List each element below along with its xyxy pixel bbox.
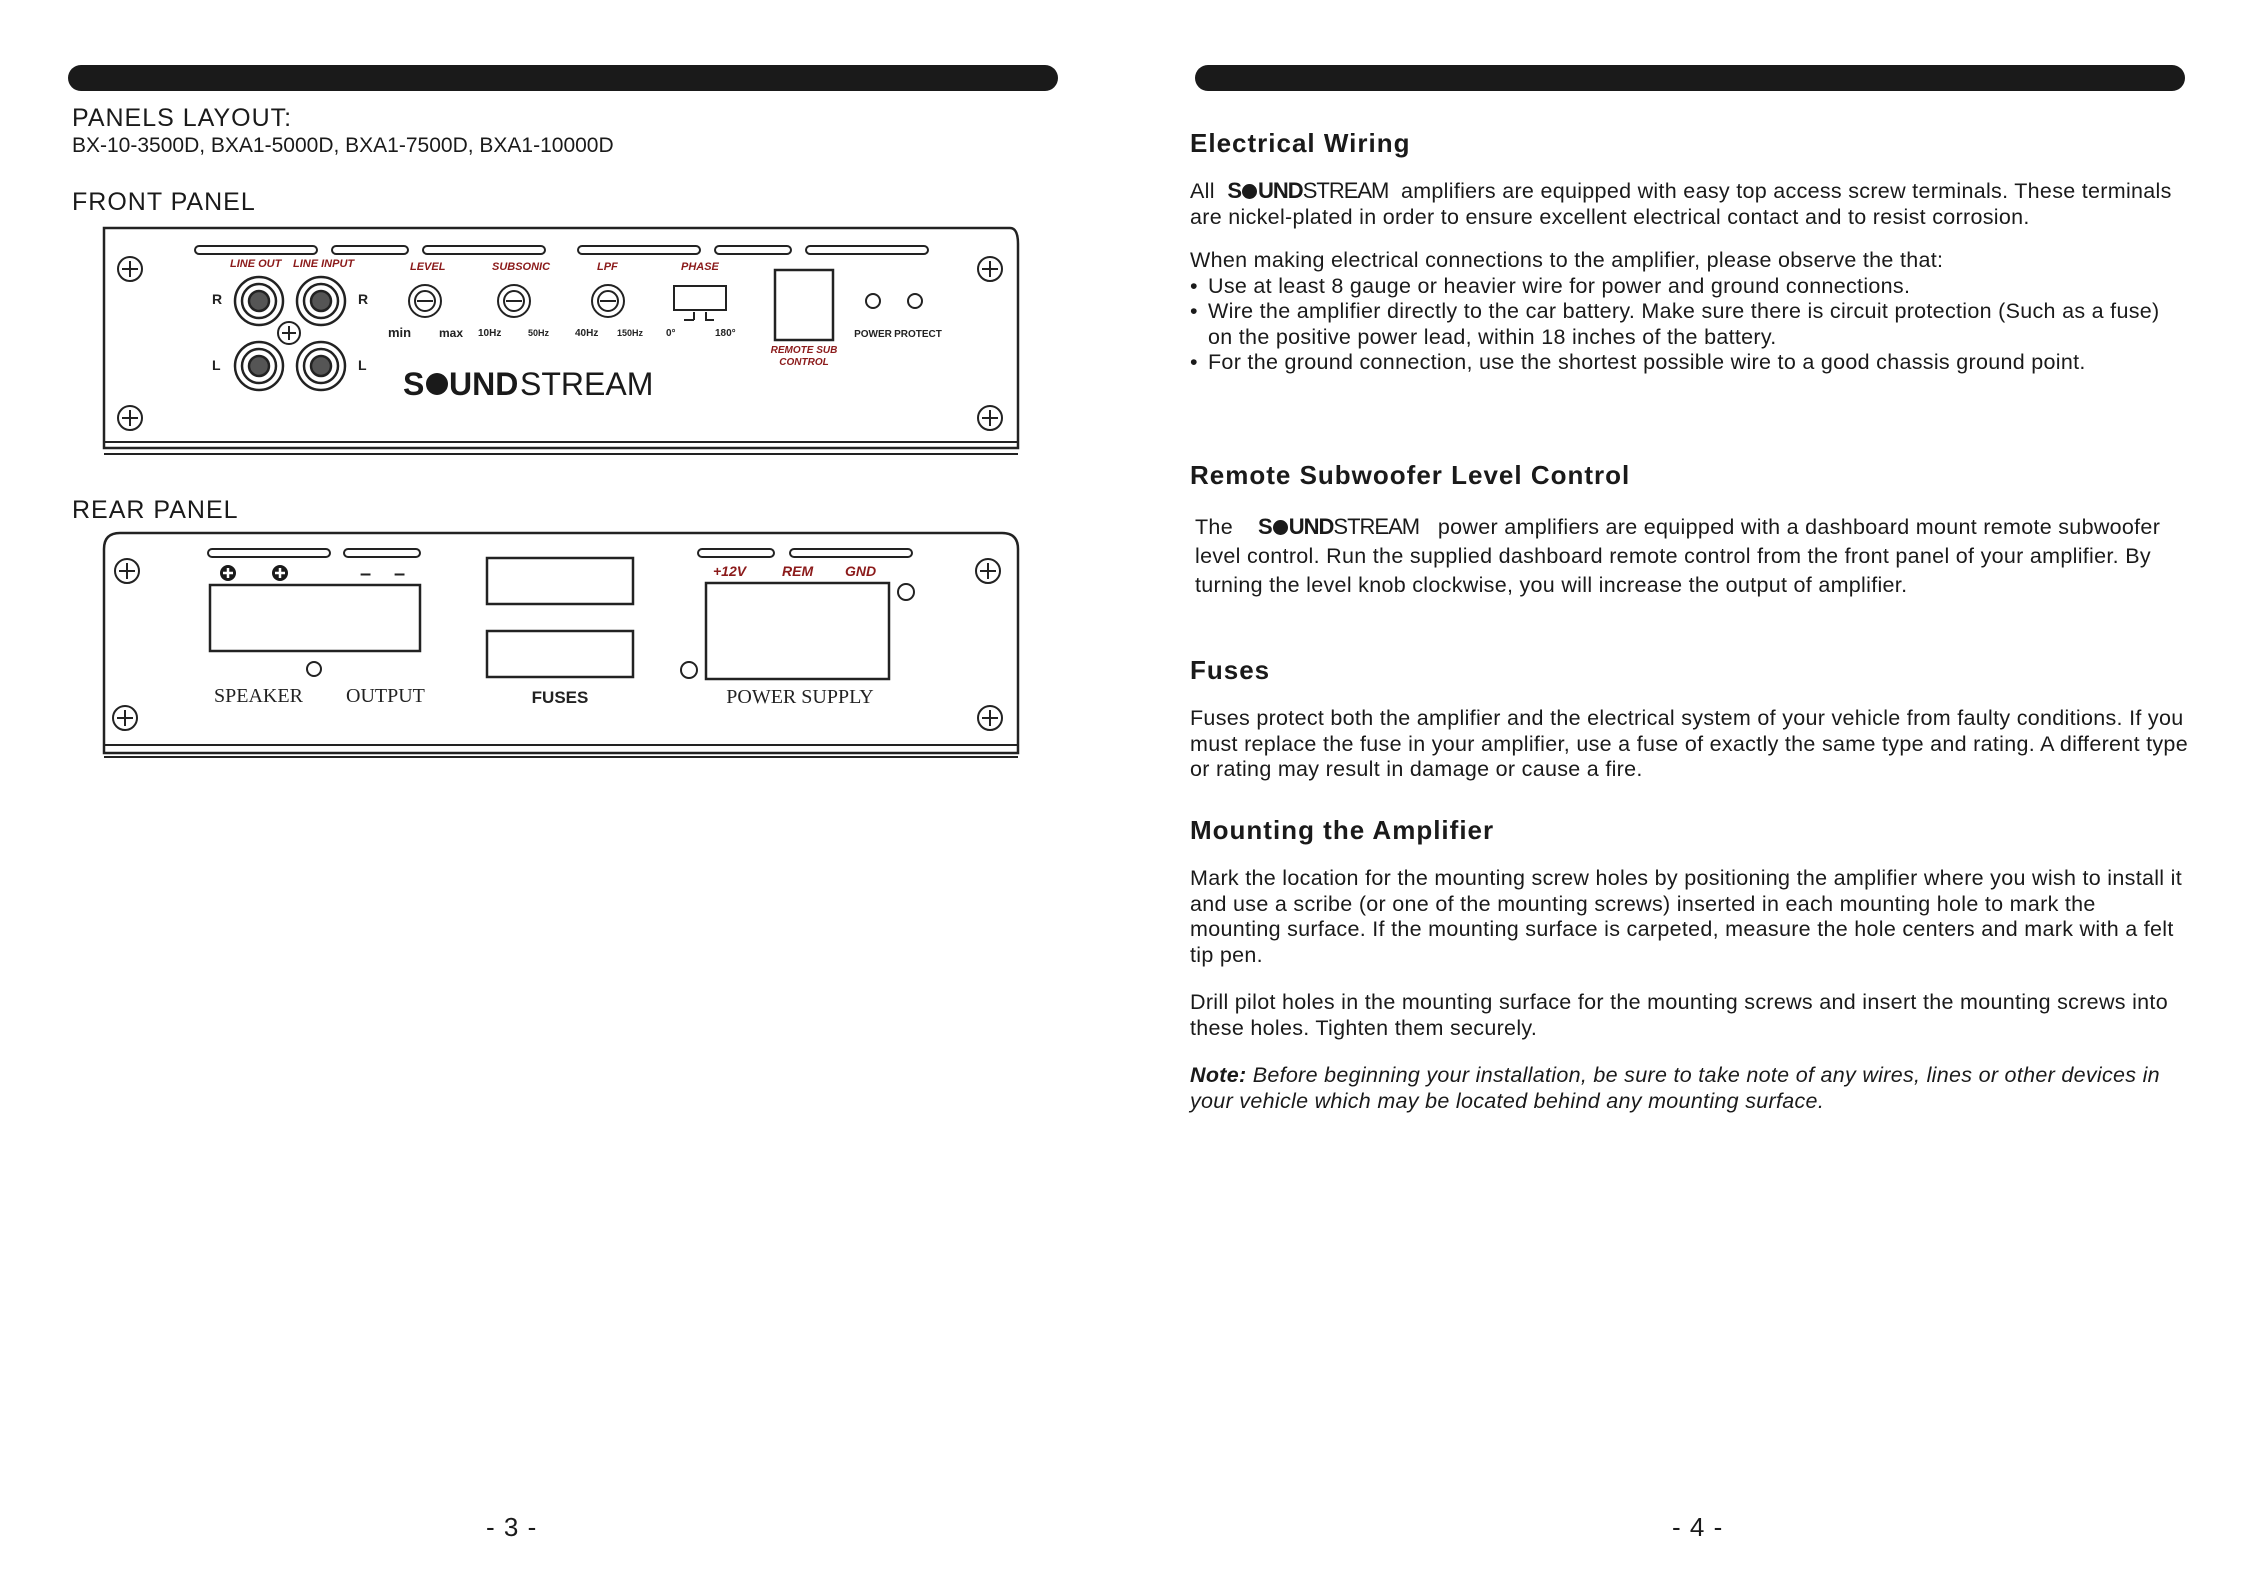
svg-text:CONTROL: CONTROL xyxy=(779,357,829,368)
svg-text:UND: UND xyxy=(449,366,519,402)
fuses-label: FUSES xyxy=(531,688,589,707)
svg-text:0°: 0° xyxy=(666,328,676,339)
output-label: OUTPUT xyxy=(346,685,425,707)
protect-led xyxy=(908,294,922,308)
electrical-wiring-heading: Electrical Wiring xyxy=(1190,128,1411,158)
remote-sub-port xyxy=(775,270,833,340)
svg-text:REM: REM xyxy=(782,563,814,579)
fuses-body: Fuses protect both the amplifier and the electrical system of your vehicle from faulty conditions. If you must replace the fuse in your amplifier, use a fuse of exactly the same type and rating. A different type or rating may result in damage or cause a fire. xyxy=(1190,706,2188,781)
mounting-body xyxy=(1190,866,2190,1114)
speaker-label: SPEAKER xyxy=(214,685,303,707)
power-led xyxy=(866,294,880,308)
line-out-label: LINE OUT xyxy=(230,258,282,270)
front-panel-diagram xyxy=(100,220,1030,460)
model-list: BX-10-3500D, BXA1-5000D, BXA1-7500D, BXA1-10000D xyxy=(72,134,614,157)
svg-text:max: max xyxy=(439,326,464,340)
phase-switch xyxy=(674,286,726,310)
svg-text:POWER: POWER xyxy=(854,329,892,340)
level-label: LEVEL xyxy=(410,261,446,273)
mounting-heading: Mounting the Amplifier xyxy=(1190,815,1495,845)
svg-text:REMOTE SUB: REMOTE SUB xyxy=(770,345,838,356)
svg-text:180°: 180° xyxy=(715,328,736,339)
page-number-right: - 4 - xyxy=(1672,1512,1724,1542)
svg-text:–: – xyxy=(394,563,406,585)
svg-text:R: R xyxy=(358,291,369,307)
soundstream-brand: S UNDSTREAM xyxy=(1227,178,1389,203)
rear-panel-diagram xyxy=(100,525,1030,765)
list-item: • Use at least 8 gauge or heavier wire for power and ground connections. xyxy=(1190,274,2190,300)
svg-text:40Hz: 40Hz xyxy=(575,328,599,339)
list-item: • For the ground connection, use the shortest possible wire to a good chassis ground point. xyxy=(1190,350,2190,376)
page-number-left: - 3 - xyxy=(486,1512,538,1542)
svg-text:L: L xyxy=(358,357,367,373)
svg-text:GND: GND xyxy=(845,563,877,579)
electrical-wiring-p2: When making electrical connections to the amplifier, please observe the that: xyxy=(1190,248,1944,272)
panels-layout-heading: PANELS LAYOUT: xyxy=(72,104,293,132)
right-header-bar xyxy=(1195,65,2185,91)
svg-text:10Hz: 10Hz xyxy=(478,328,502,339)
front-panel-title: FRONT PANEL xyxy=(72,188,256,216)
speaker-output-terminal xyxy=(210,585,420,651)
fuses-heading: Fuses xyxy=(1190,655,1271,685)
mounting-p2: Drill pilot holes in the mounting surface for the mounting screws and insert the mounting screws into these holes. Tighten them securely. xyxy=(1190,990,2168,1040)
electrical-wiring-intro: All S UNDSTREAM amplifiers are equipped with easy top access screw terminals. These terminals are nickel-plated in order to ensure excellent electrical contact and to resist corrosion. xyxy=(1190,178,2172,229)
rear-panel-title: REAR PANEL xyxy=(72,496,239,524)
power-supply-terminal xyxy=(706,583,889,679)
svg-text:+12V: +12V xyxy=(713,563,747,579)
lpf-label: LPF xyxy=(597,261,618,273)
left-header-bar xyxy=(68,65,1058,91)
mounting-p1: Mark the location for the mounting screw holes by positioning the amplifier where you wish to install it and use a scribe (or one of the mounting screws) inserted in each mounting hole to mark the mounting surface. If the mounting surface is carpeted, measure the hole centers and mark with a felt tip pen. xyxy=(1190,866,2183,967)
svg-text:R: R xyxy=(212,291,223,307)
svg-text:PROTECT: PROTECT xyxy=(894,329,942,340)
line-input-label: LINE INPUT xyxy=(293,258,355,270)
wiring-bullets xyxy=(1190,274,2190,376)
electrical-wiring-body xyxy=(1190,178,2190,376)
svg-text:S: S xyxy=(403,366,425,402)
svg-text:STREAM: STREAM xyxy=(520,366,654,402)
fuse xyxy=(487,558,633,604)
svg-text:150Hz: 150Hz xyxy=(617,328,644,338)
mounting-note: Note: Before beginning your installation, be sure to take note of any wires, lines or other devices in your vehicle which may be located behind any mounting surface. xyxy=(1190,1063,2160,1113)
phase-label: PHASE xyxy=(681,261,719,273)
svg-text:50Hz: 50Hz xyxy=(528,328,550,338)
fuse xyxy=(487,631,633,677)
list-item: • Wire the amplifier directly to the car battery. Make sure there is circuit protection (Such as a fuse) on the positive power lead, within 18 inches of the battery. xyxy=(1190,299,2190,350)
svg-text:–: – xyxy=(360,563,372,585)
svg-text:min: min xyxy=(388,325,412,340)
svg-text:L: L xyxy=(212,357,221,373)
subsonic-label: SUBSONIC xyxy=(492,261,551,273)
remote-sub-heading: Remote Subwoofer Level Control xyxy=(1190,460,1631,490)
soundstream-brand: S UNDSTREAM xyxy=(1258,514,1420,539)
remote-sub-body: The S UNDSTREAM power amplifiers are equipped with a dashboard mount remote subwoofer level control. Run the supplied dashboard remote control from the front panel of your amplifier. By turning the level knob clockwise, you will increase the output of amplifier. xyxy=(1195,514,2161,597)
power-supply-label: POWER SUPPLY xyxy=(726,686,874,708)
